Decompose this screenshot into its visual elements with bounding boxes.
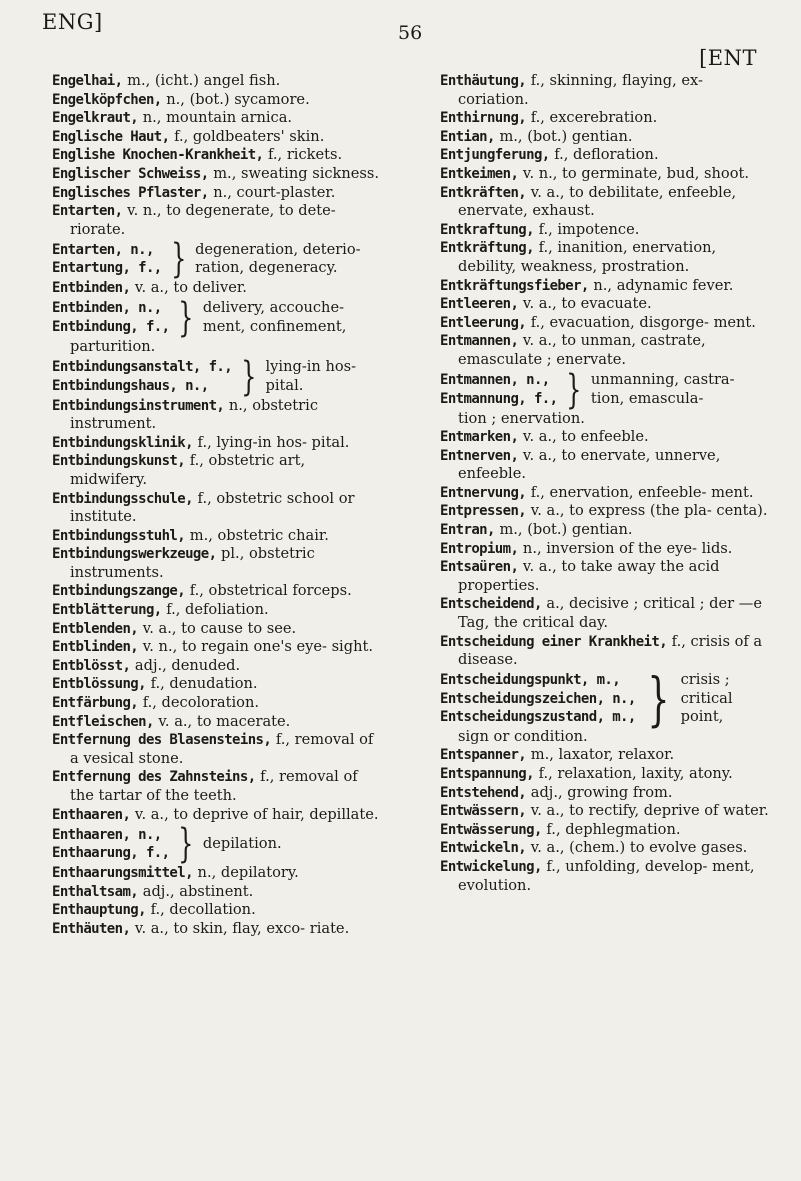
headword: Entwickelung, [440, 858, 542, 875]
definition: f., relaxation, laxity, atony. [533, 765, 733, 782]
headword: Enthaaren, n., [52, 826, 162, 843]
headword: Entleeren, [440, 296, 519, 313]
definition-continued: sign or condition. [458, 727, 588, 745]
dictionary-entry [52, 731, 386, 768]
headword: Entspanner, [440, 747, 527, 764]
dictionary-entry [440, 821, 770, 840]
dictionary-entry [52, 806, 386, 825]
definition: v. n., to regain one's eye- sight. [138, 638, 373, 656]
headword: Entropium, [440, 540, 519, 557]
definition: v. a., to debilitate, enfeeble, enervate, exhaust. [458, 183, 737, 220]
definition: a., decisive ; critical ; der —e Tag, the critical day. [458, 595, 762, 632]
definition: adj., abstinent. [138, 882, 254, 900]
headword: Entblenden, [52, 620, 139, 637]
dictionary-entry [440, 221, 770, 240]
headword: Entjungferung, [440, 147, 550, 164]
headword: Englischer Schweiss, [52, 165, 209, 182]
right-column [440, 72, 770, 895]
definition: f., goldbeaters' skin. [169, 127, 325, 145]
definition: f., obstetric art, midwifery. [70, 452, 306, 488]
dictionary-entry [440, 239, 770, 276]
dictionary-entry [440, 277, 770, 296]
dictionary-entry [52, 601, 386, 620]
dictionary-entry [440, 295, 770, 314]
definition: degeneration, deterio- ration, degeneracy. [195, 240, 361, 277]
definition: f., dephlegmation. [541, 820, 681, 838]
dictionary-entry [440, 109, 770, 128]
headword: Enthäutung, [440, 73, 527, 89]
dictionary-entry [440, 540, 770, 559]
dictionary-entry [440, 558, 770, 595]
definition: f., removal of a vesical stone. [70, 731, 374, 767]
headword: Enthaltsam, [52, 883, 139, 900]
headword: Enthaarungsmittel, [52, 865, 193, 882]
grouped-entry [52, 294, 386, 357]
headword: Entspannung, [440, 766, 534, 782]
dictionary-entry [440, 146, 770, 165]
dictionary-entry [52, 397, 386, 434]
dictionary-entry [52, 72, 386, 91]
definition: n., court-plaster. [208, 183, 336, 201]
headword: Entfärbung, [52, 695, 139, 712]
definition: pl., obstetric instruments. [70, 545, 315, 581]
dictionary-entry [440, 428, 770, 447]
definition: m., (bot.) gentian. [494, 127, 633, 145]
definition: f., obstetrical forceps. [185, 582, 352, 600]
dictionary-entry [52, 901, 386, 920]
dictionary-entry [440, 184, 770, 221]
definition: f., evacuation, disgorge- ment. [526, 313, 756, 331]
definition: v. a., to rectify, deprive of water. [526, 802, 769, 820]
dictionary-entry [52, 128, 386, 147]
definition: f., defloration. [549, 146, 659, 164]
headword: Enthaaren, [52, 806, 131, 823]
headword: Engelhai, [52, 73, 123, 89]
brace-glyph: } [170, 236, 186, 283]
headword: Entbindungsschule, [52, 490, 193, 507]
dictionary-entry [52, 527, 386, 546]
grouped-entry [440, 664, 770, 747]
dictionary-entry [52, 165, 386, 184]
definition: f., defoliation. [161, 601, 269, 619]
headword: Englische Haut, [52, 128, 170, 145]
headword: Entwässerung, [440, 821, 542, 838]
definition: n., obstetric instrument. [70, 396, 318, 433]
headword: Entarten, [52, 203, 123, 220]
headword: Entran, [440, 522, 495, 539]
headword: Entbindungsstuhl, [52, 527, 186, 544]
definition: m., (bot.) gentian. [494, 521, 633, 539]
definition: f., removal of the tartar of the teeth. [70, 768, 358, 804]
definition: n., mountain arnica. [138, 109, 293, 127]
headword: Entwickeln, [440, 840, 527, 857]
definition: v. a., to evacuate. [518, 295, 652, 313]
dictionary-entry [440, 128, 770, 147]
definition: delivery, accouche- ment, confinement, [202, 299, 347, 335]
definition: unmanning, castra- tion, emascula- [590, 370, 735, 407]
headword: Enthaarung, f., [52, 845, 170, 862]
headword: Entbindungshaus, n., [52, 377, 209, 394]
headword: Entscheidungszustand, m., [440, 709, 636, 726]
headword: Entbindung, f., [52, 318, 170, 335]
dictionary-entry [52, 202, 386, 239]
definition: n., inversion of the eye- lids. [518, 539, 733, 557]
dictionary-entry [440, 502, 770, 521]
headword: Entblössung, [52, 676, 146, 693]
definition: lying-in hos- pital. [265, 357, 357, 394]
definition: f., decoloration. [138, 694, 259, 712]
headword: Entblinden, [52, 639, 139, 656]
headword: Entbindungskunst, [52, 453, 186, 470]
dictionary-entry [52, 490, 386, 527]
headword: Entsaüren, [440, 559, 519, 576]
dictionary-entry [52, 883, 386, 902]
grouped-entry [52, 353, 386, 400]
definition: f., denudation. [145, 675, 258, 693]
headword: Enthauptung, [52, 902, 146, 919]
definition: v. n., to degenerate, to dete- riorate. [70, 202, 336, 238]
headword: Entmarken, [440, 429, 519, 446]
headword: Entfernung des Blasensteins, [52, 732, 272, 749]
headword: Englisches Pflaster, [52, 184, 209, 201]
header-range-start: ENG] [42, 10, 103, 34]
page-number: 56 [398, 22, 423, 44]
page-header [0, 6, 801, 70]
dictionary-entry [52, 675, 386, 694]
definition: v. a., to macerate. [153, 712, 291, 730]
definition: f., rickets. [263, 146, 343, 164]
headword: Entpressen, [440, 503, 527, 520]
headword: Entkräftungsfieber, [440, 277, 589, 294]
headword: Entkeimen, [440, 165, 519, 182]
definition: crisis ; critical point, [680, 670, 733, 726]
headword: Entmannung, f., [440, 390, 558, 407]
headword: Enthäuten, [52, 920, 131, 937]
dictionary-entry [52, 146, 386, 165]
definition: adj., growing from. [526, 783, 673, 801]
dictionary-entry [52, 713, 386, 732]
definition: v. a., to deprive of hair, depillate. [130, 805, 379, 823]
dictionary-entry [440, 858, 770, 895]
headword: Entkräftung, [440, 240, 534, 257]
dictionary-entry [52, 184, 386, 203]
grouped-entry [52, 236, 386, 283]
headword: Entfleischen, [52, 713, 154, 730]
headword: Entkräften, [440, 184, 527, 201]
definition-continued: tion ; enervation. [458, 409, 585, 427]
definition: f., unfolding, develop- ment, evolution. [458, 857, 755, 894]
dictionary-entry [52, 452, 386, 489]
left-column [52, 72, 386, 939]
headword: Entbindungsinstrument, [52, 397, 225, 414]
headword: Entmannen, [440, 333, 519, 350]
headword: Engelkraut, [52, 110, 139, 127]
headword: Entkraftung, [440, 221, 534, 238]
definition: m., (icht.) angel fish. [122, 72, 281, 89]
definition: f., decollation. [145, 901, 256, 919]
dictionary-entry [52, 434, 386, 453]
headword: Entbindungswerkzeuge, [52, 546, 217, 563]
headword: Entnervung, [440, 484, 527, 501]
dictionary-entry [52, 768, 386, 805]
dictionary-entry [440, 839, 770, 858]
definition: m., obstetric chair. [185, 526, 329, 544]
headword: Entleerung, [440, 314, 527, 331]
headword: Entbindungszange, [52, 583, 186, 600]
definition: v. a., to deliver. [130, 279, 247, 297]
dictionary-entry [440, 484, 770, 503]
dictionary-entry [52, 657, 386, 676]
dictionary-entry [52, 620, 386, 639]
grouped-entry [440, 366, 770, 429]
brace-glyph: } [178, 294, 194, 341]
dictionary-entry [440, 784, 770, 803]
dictionary-entry [440, 332, 770, 369]
dictionary-entry [52, 582, 386, 601]
definition: adj., denuded. [130, 656, 241, 674]
definition: f., impotence. [533, 220, 640, 238]
dictionary-entry [440, 765, 770, 784]
dictionary-entry [440, 165, 770, 184]
headword: Entscheidend, [440, 596, 542, 613]
dictionary-entry [52, 638, 386, 657]
headword: Entbindungsklinik, [52, 434, 193, 451]
dictionary-entry [52, 694, 386, 713]
dictionary-entry [52, 109, 386, 128]
headword: Enthirnung, [440, 110, 527, 127]
dictionary-entry [440, 802, 770, 821]
header-range-end: [ENT [699, 46, 757, 70]
headword: Entmannen, n., [440, 371, 550, 388]
headword: Entbinden, [52, 280, 131, 297]
brace-glyph: } [178, 821, 194, 868]
definition: n., (bot.) sycamore. [161, 90, 310, 108]
definition-continued: parturition. [70, 337, 156, 355]
definition: f., inanition, enervation, debility, weakness, prostration. [458, 239, 717, 275]
headword: Entscheidungspunkt, m., [440, 671, 621, 688]
headword: Entarten, n., [52, 241, 154, 258]
brace-glyph: } [566, 366, 582, 413]
headword: Englishe Knochen-Krankheit, [52, 147, 264, 164]
definition: m., sweating sickness. [208, 164, 380, 182]
definition: v. a., to enfeeble. [518, 428, 649, 446]
definition: v. a., to take away the acid properties. [458, 558, 720, 594]
headword: Entfernung des Zahnsteins, [52, 769, 256, 786]
dictionary-entry [52, 279, 386, 298]
definition: v. a., to express (the pla- centa). [526, 502, 768, 520]
headword: Entartung, f., [52, 260, 162, 277]
definition: f., obstetric school or institute. [70, 489, 355, 526]
definition: v. a., to enervate, unnerve, enfeeble. [458, 446, 721, 483]
definition: f., crisis of a disease. [458, 632, 763, 669]
definition: n., adynamic fever. [588, 276, 734, 294]
dictionary-entry [440, 746, 770, 765]
brace-glyph: } [241, 353, 257, 400]
dictionary-entry [440, 447, 770, 484]
definition: v. n., to germinate, bud, shoot. [518, 164, 749, 182]
definition: v. a., (chem.) to evolve gases. [526, 839, 748, 857]
headword: Entnerven, [440, 447, 519, 464]
definition: v. a., to unman, castrate, emasculate ; enervate. [458, 332, 706, 368]
dictionary-entry [52, 864, 386, 883]
grouped-entry [52, 821, 386, 868]
dictionary-entry [52, 91, 386, 110]
headword: Engelköpfchen, [52, 91, 162, 108]
dictionary-entry [52, 920, 386, 939]
dictionary-entry [440, 633, 770, 670]
definition: depilation. [202, 834, 282, 852]
dictionary-entry [440, 595, 770, 632]
headword: Entstehend, [440, 784, 527, 801]
definition: n., depilatory. [192, 864, 299, 882]
definition: f., lying-in hos- pital. [192, 433, 350, 451]
headword: Entbindungsanstalt, f., [52, 358, 233, 375]
brace-glyph: } [647, 664, 670, 733]
headword: Entbinden, n., [52, 300, 162, 317]
headword: Entscheidung einer Krankheit, [440, 633, 668, 650]
definition: v. a., to skin, flay, exco- riate. [130, 919, 350, 937]
definition: f., skinning, flaying, ex- coriation. [458, 72, 703, 108]
headword: Entscheidungszeichen, n., [440, 690, 636, 707]
definition: f., excerebration. [526, 109, 658, 127]
dictionary-entry [440, 521, 770, 540]
definition: v. a., to cause to see. [138, 619, 297, 637]
dictionary-entry [52, 545, 386, 582]
dictionary-entry [440, 314, 770, 333]
headword: Entblätterung, [52, 602, 162, 619]
headword: Entian, [440, 128, 495, 145]
headword: Entwässern, [440, 803, 527, 820]
headword: Entblösst, [52, 657, 131, 674]
definition: m., laxator, relaxor. [526, 746, 675, 764]
definition: f., enervation, enfeeble- ment. [526, 483, 754, 501]
dictionary-entry [440, 72, 770, 109]
